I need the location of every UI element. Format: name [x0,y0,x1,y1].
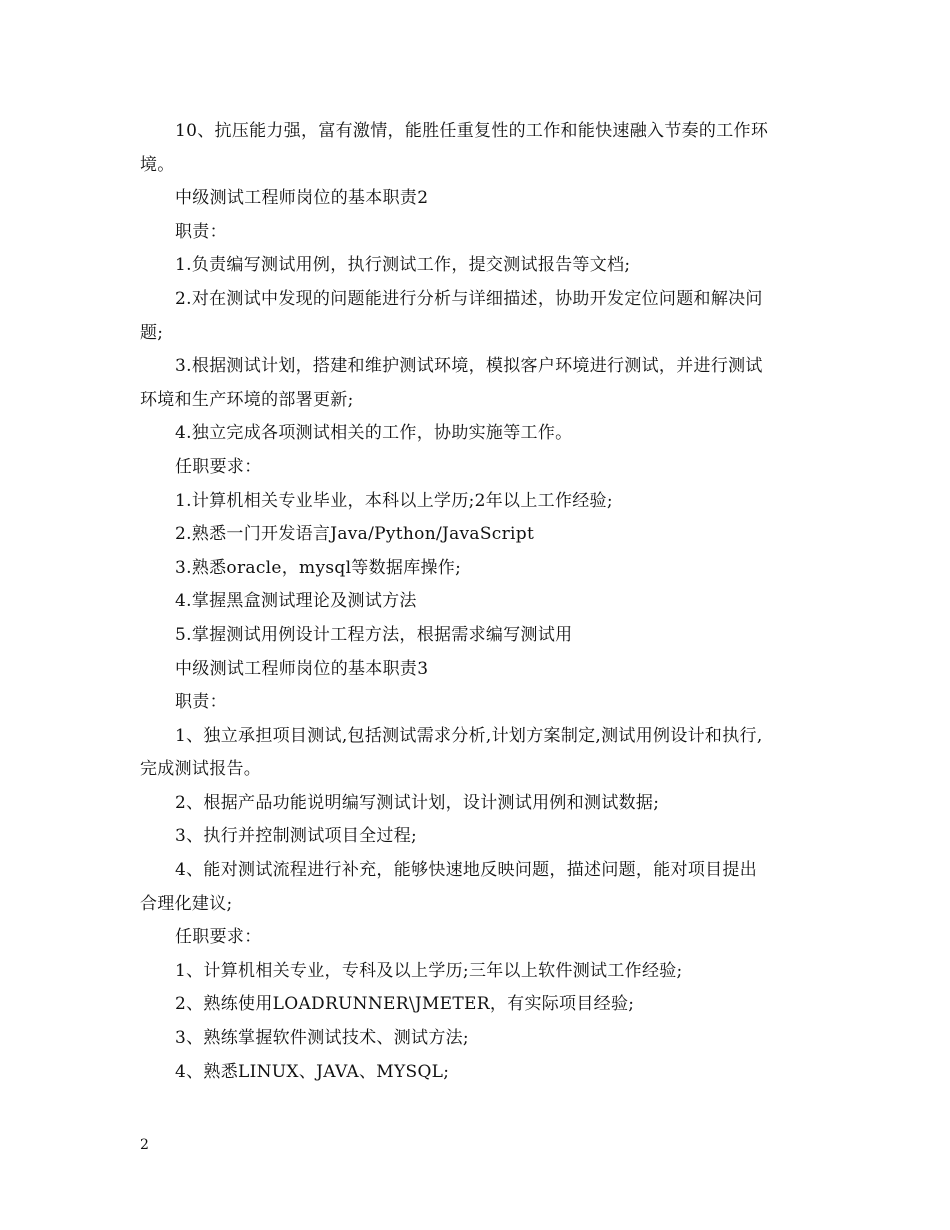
text-line: 2、熟练使用LOADRUNNER\JMETER，有实际项目经验; [175,994,635,1015]
text-line: 4.独立完成各项测试相关的工作，协助实施等工作。 [175,423,573,444]
text-line: 3.熟悉oracle，mysql等数据库操作; [175,557,462,578]
text-line: 中级测试工程师岗位的基本职责3 [175,658,429,679]
text-line: 题; [140,322,164,343]
text-line: 环境和生产环境的部署更新; [140,389,354,410]
text-line: 1、计算机相关专业，专科及以上学历;三年以上软件测试工作经验; [175,960,683,981]
text-line: 3.根据测试计划，搭建和维护测试环境，模拟客户环境进行测试，并进行测试 [175,356,763,377]
text-line: 任职要求： [175,927,262,948]
text-line: 任职要求： [175,456,262,477]
text-line: 4、能对测试流程进行补充，能够快速地反映问题，描述问题，能对项目提出 [175,860,758,881]
text-line: 合理化建议; [140,893,233,914]
text-line: 10、抗压能力强，富有激情，能胜任重复性的工作和能快速融入节奏的工作环 [175,121,769,141]
text-line: 2.对在测试中发现的问题能进行分析与详细描述，协助开发定位问题和解决问 [175,288,763,309]
text-line: 完成测试报告。 [140,759,262,780]
text-line: 1.计算机相关专业毕业，本科以上学历;2年以上工作经验; [175,490,613,511]
text-line: 4、熟悉LINUX、JAVA、MYSQL; [175,1061,450,1082]
text-line: 职责： [175,692,227,713]
text-line: 2.熟悉一门开发语言Java/Python/JavaScript [175,524,535,545]
text-line: 职责： [175,221,227,242]
page-number: 2 [140,1137,149,1153]
text-line: 1、独立承担项目测试,包括测试需求分析,计划方案制定,测试用例设计和执行, [175,725,763,746]
text-line: 3、熟练掌握软件测试技术、测试方法; [175,1028,469,1049]
document-body [140,115,816,1089]
text-line: 1.负责编写测试用例，执行测试工作，提交测试报告等文档; [175,255,631,276]
text-line: 2、根据产品功能说明编写测试计划，设计测试用例和测试数据; [175,792,660,813]
text-line: 3、执行并控制测试项目全过程; [175,826,418,847]
text-line: 4.掌握黑盒测试理论及测试方法 [175,591,417,612]
text-line: 中级测试工程师岗位的基本职责2 [175,188,429,209]
text-line: 境。 [140,154,175,175]
text-line: 5.掌握测试用例设计工程方法，根据需求编写测试用 [175,624,573,645]
